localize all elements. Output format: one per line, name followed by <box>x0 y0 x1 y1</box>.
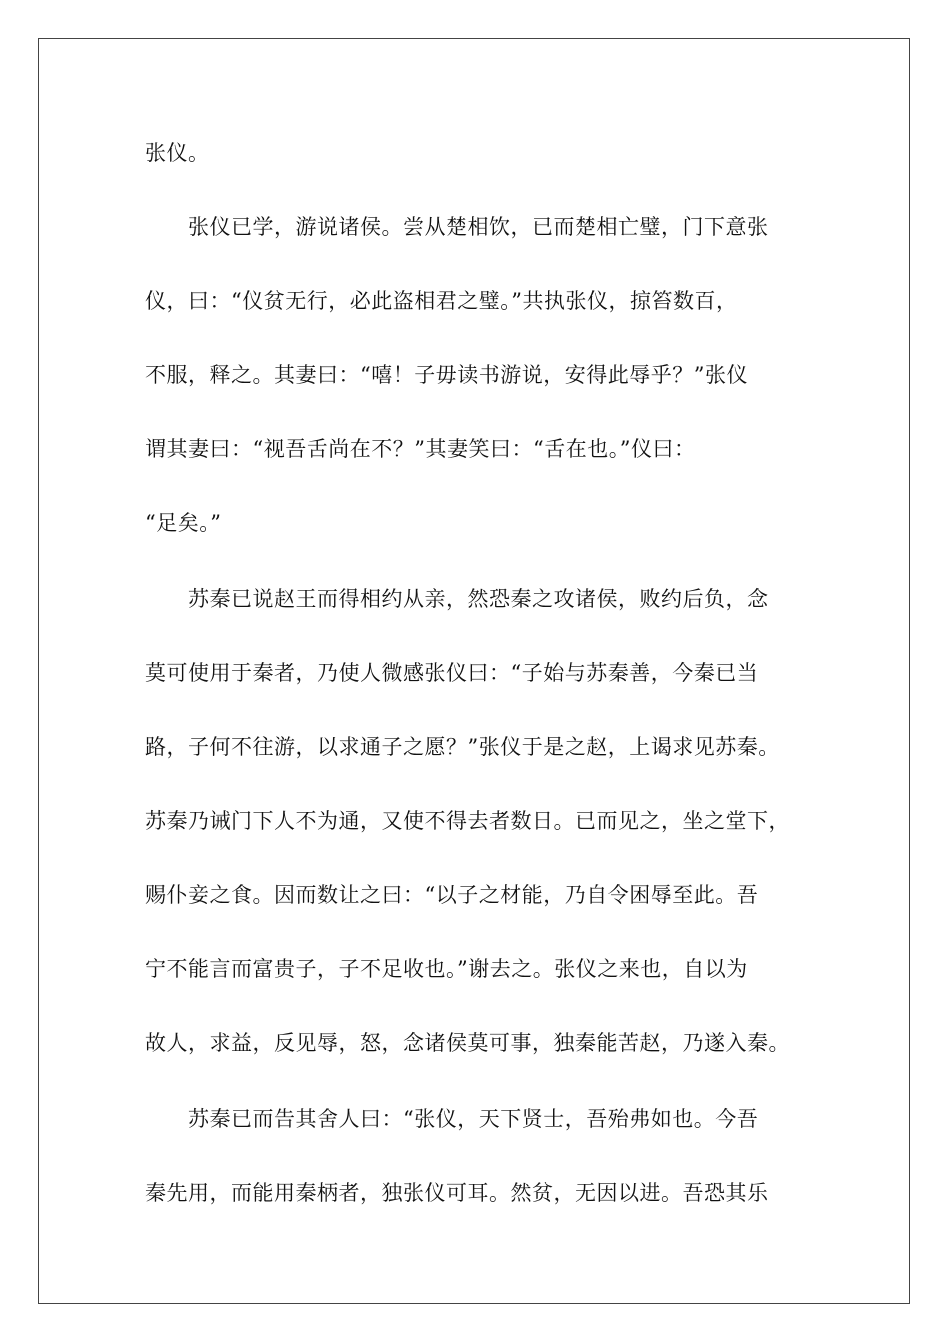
text-line: 苏秦已而告其舍人曰：“张仪，天下贤士，吾殆弗如也。今吾 <box>188 1107 759 1131</box>
text-line: 秦先用，而能用秦柄者，独张仪可耳。然贫，无因以进。吾恐其乐 <box>145 1181 769 1205</box>
text-line: 张仪。 <box>145 141 210 165</box>
text-line: 赐仆妾之食。因而数让之曰：“以子之材能，乃自令困辱至此。吾 <box>145 883 759 907</box>
text-line: 苏秦已说赵王而得相约从亲，然恐秦之攻诸侯，败约后负，念 <box>188 587 769 611</box>
text-line: 张仪已学，游说诸侯。尝从楚相饮，已而楚相亡璧，门下意张 <box>188 215 769 239</box>
text-line: 仪，曰：“仪贫无行，必此盗相君之璧。”共执张仪，掠笞数百， <box>145 289 738 313</box>
text-line: 不服，释之。其妻曰：“嘻！子毋读书游说，安得此辱乎？”张仪 <box>145 363 748 387</box>
text-line: 莫可使用于秦者，乃使人微感张仪曰：“子始与苏秦善，今秦已当 <box>145 661 759 685</box>
text-line: 故人，求益，反见辱，怒，念诸侯莫可事，独秦能苦赵，乃遂入秦。 <box>145 1031 790 1055</box>
text-line: 苏秦乃诫门下人不为通，又使不得去者数日。已而见之，坐之堂下， <box>145 809 790 833</box>
text-line: 宁不能言而富贵子，子不足收也。”谢去之。张仪之来也，自以为 <box>145 957 748 981</box>
text-line: 路，子何不往游，以求通子之愿？”张仪于是之赵，上谒求见苏秦。 <box>145 735 780 759</box>
text-line: 谓其妻曰：“视吾舌尚在不？”其妻笑曰：“舌在也。”仪曰： <box>145 437 696 461</box>
text-line: “足矣。” <box>145 511 222 535</box>
